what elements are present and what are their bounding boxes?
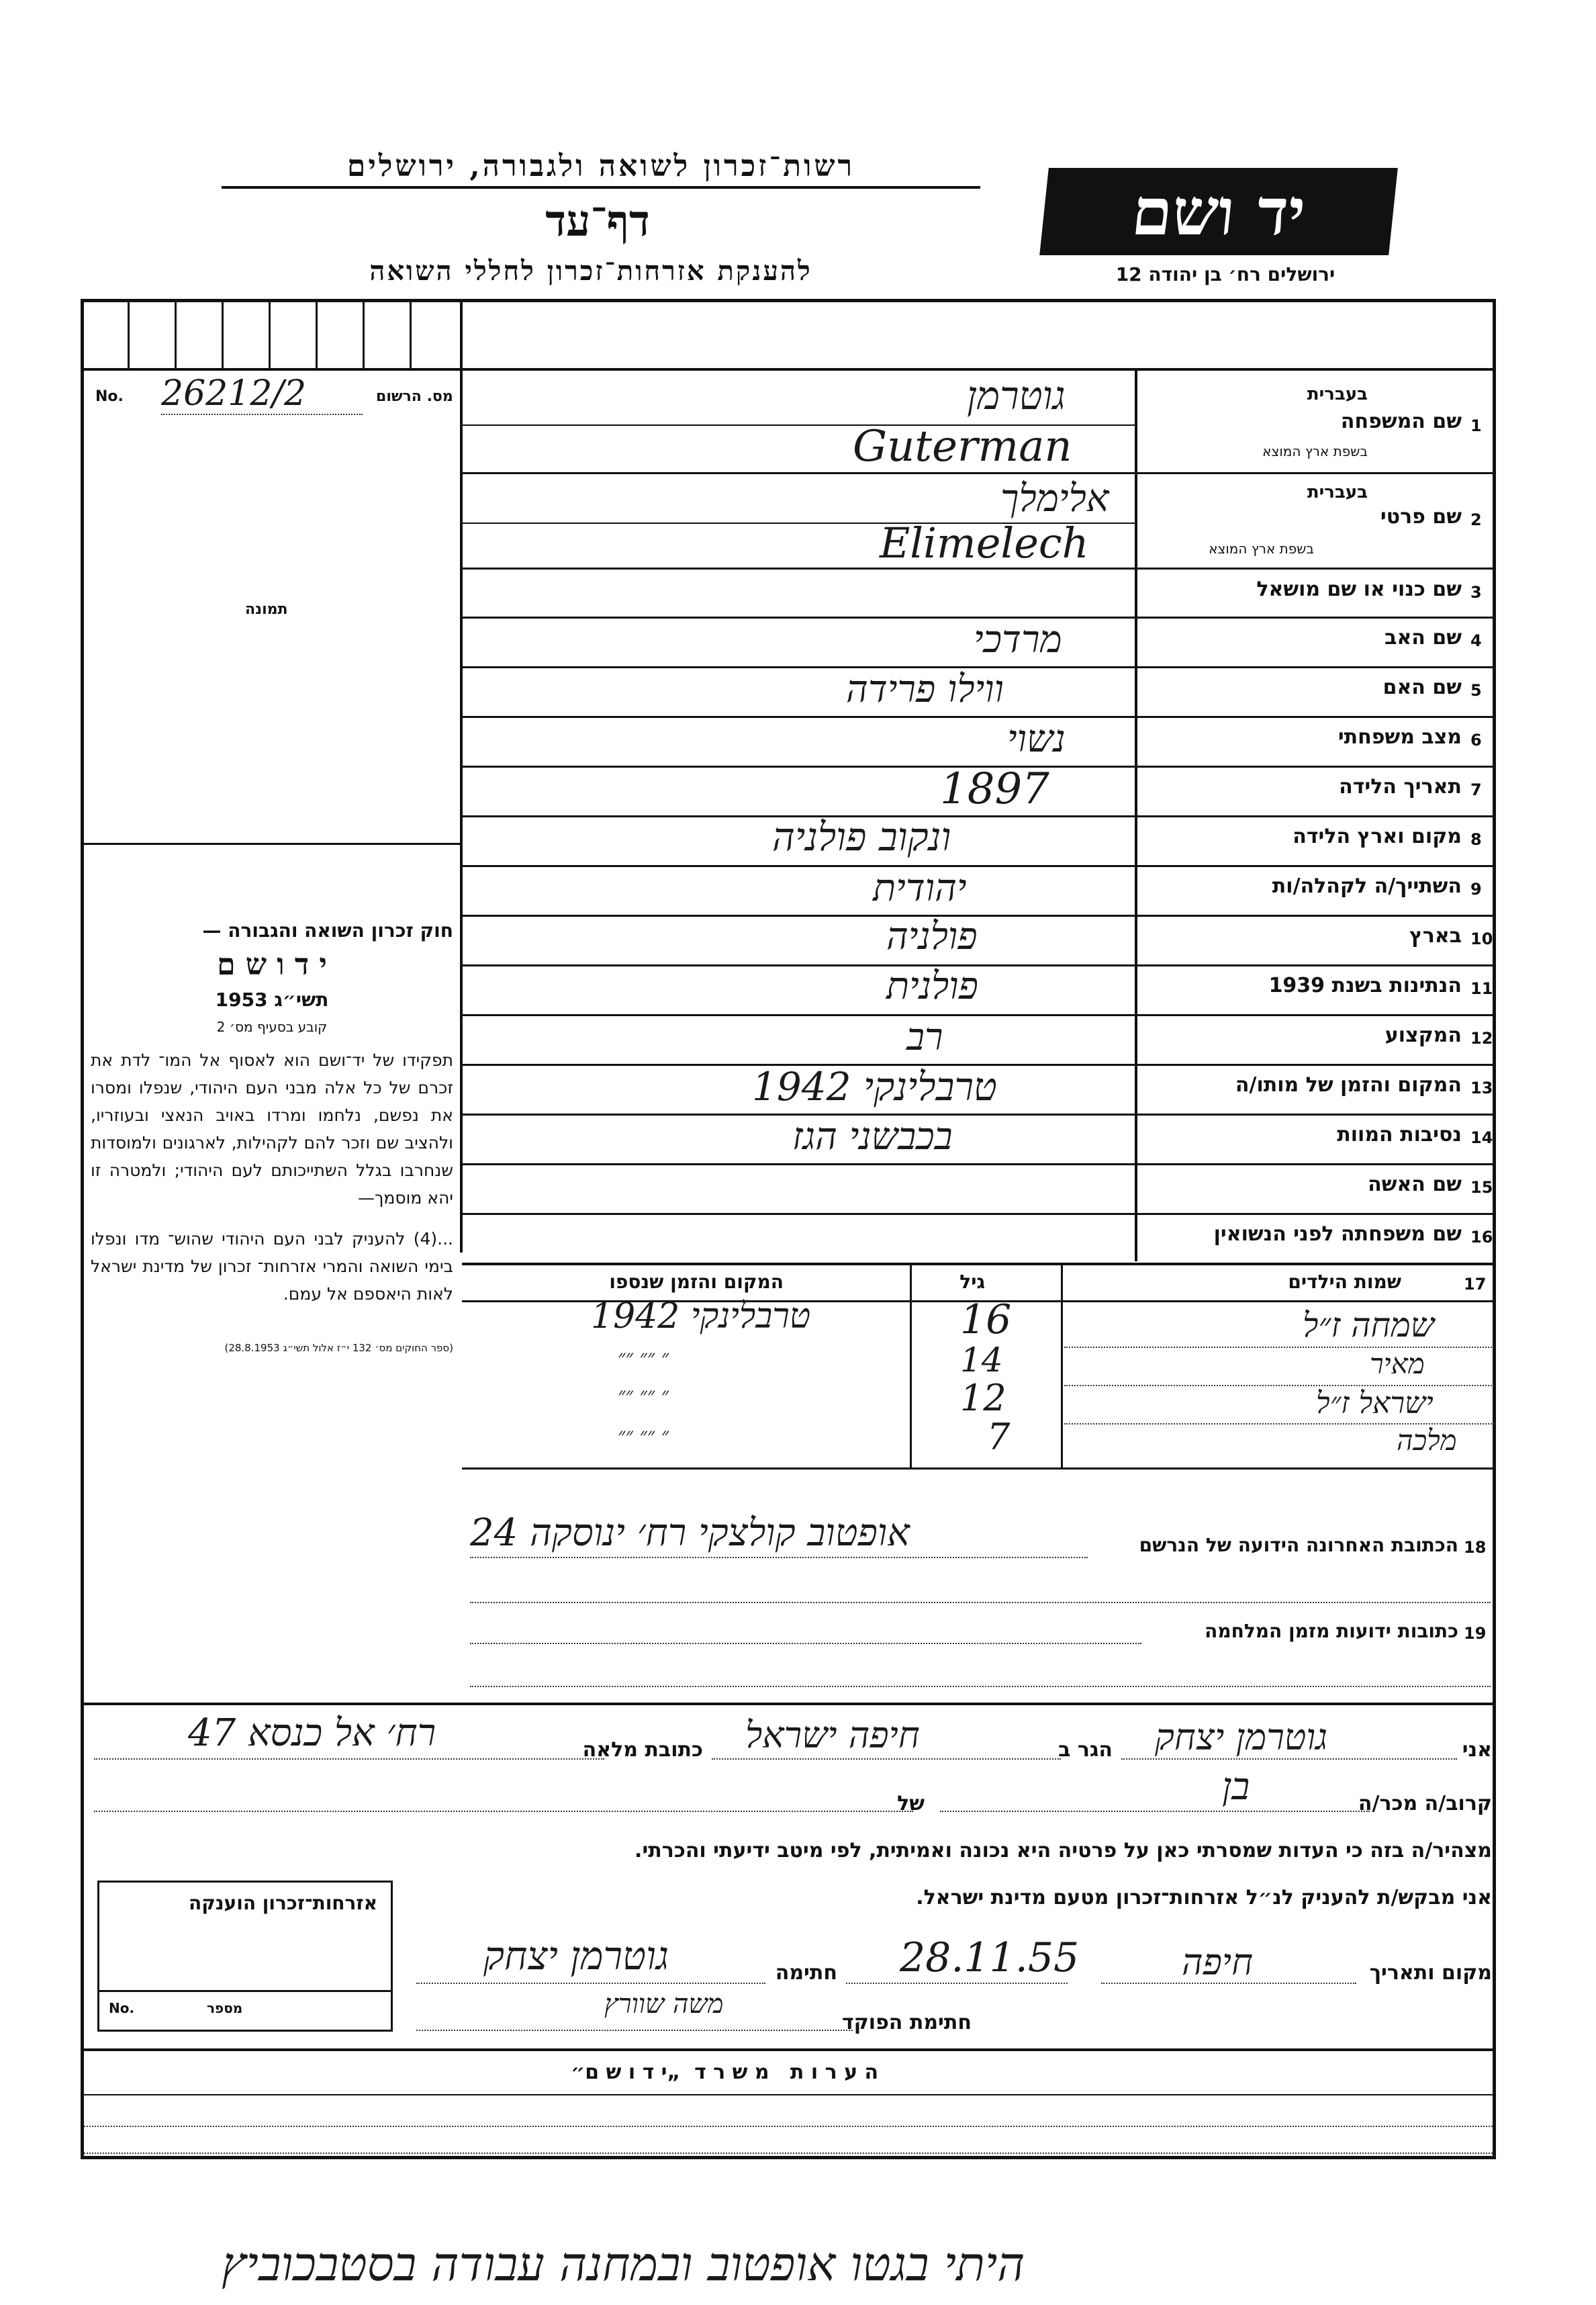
child-age: 7: [987, 1416, 1011, 1458]
child-age: 12: [960, 1377, 1006, 1419]
field-label: שם משפחתה לפני הנשואין: [1213, 1222, 1462, 1246]
field-number: 6: [1470, 731, 1482, 750]
field-label: שם האם: [1382, 676, 1462, 699]
law-para1: תפקידו של יד־ושם הוא לאסוף אל המו־ לדת את זכרם של כל אלה מבני העם היהודי, שנפלו ומסרו את נפשם, נלחמו ומרדו באויב הנאצי ובעוזריו, ולהציב שם וזכר להם לקהילות, לארגונים ולמוסדות שנחרבו בגלל השתייכותם לעם היהודי; ולמטרה זו יהא מוסמך—: [91, 1050, 453, 1208]
children-col-names: שמות הילדים: [1288, 1271, 1401, 1293]
declaration-statement-2: אני מבקש/ת להעניק לנ״ל אזרחות־זכרון מטעם מדינת ישראל.: [916, 1886, 1492, 1909]
notes-divider: [81, 2048, 1496, 2051]
children-col-place: המקום והזמן שנספו: [609, 1271, 784, 1293]
law-section: קובע בסעיף מס׳ 2: [216, 1019, 328, 1035]
field-label: שם המשפחה: [1340, 410, 1462, 433]
child-place: ״ ״״ ״״: [618, 1424, 669, 1447]
law-footnote: (ספר החוקים מס׳ 132 י״ז אלול תשי״ג 28.8.1953): [224, 1342, 453, 1354]
child-name: שמחה ז״ל: [1303, 1306, 1435, 1345]
children-col-age: גיל: [959, 1271, 985, 1293]
citizenship-number-label: מספר: [207, 2000, 243, 2016]
relative-label: קרוב/ה מכר/ה: [1358, 1792, 1492, 1815]
residence-prefix: הגר ב: [1058, 1738, 1113, 1762]
field-number: 5: [1470, 681, 1482, 700]
child-age: 16: [960, 1296, 1012, 1343]
field-number: 2: [1470, 510, 1482, 529]
field-label: מצב משפחתי: [1337, 725, 1462, 749]
law-box: [91, 917, 453, 1362]
field-sublabel: בשפת ארץ המוצא: [1209, 541, 1314, 557]
field-number: 9: [1470, 880, 1482, 899]
law-year: תשי״ג 1953: [215, 989, 329, 1011]
no-value: 26212/2: [161, 373, 363, 415]
photo-label: תמונה: [245, 601, 288, 618]
handwritten-note: היתי בגטו אופטוב ובמחנה עבודה בסטבכוביץ: [222, 2236, 1025, 2292]
no-label: No.: [95, 388, 124, 405]
field-number: 13: [1470, 1079, 1493, 1097]
field-label: השתייך/ה לקהלה/ות: [1272, 874, 1462, 898]
wartime-address-label: כתובות ידועות מזמן המלחמה: [1205, 1620, 1458, 1642]
field-label: הנתינות בשנת 1939: [1268, 974, 1462, 997]
profession-value: רב: [906, 1015, 943, 1059]
full-address-label: כתובת מלאה: [582, 1738, 703, 1762]
law-box-divider: [81, 843, 462, 845]
field-number: 19: [1464, 1624, 1487, 1643]
registration-number: [94, 373, 457, 416]
field-label: המקום והזמן של מותו/ה: [1235, 1073, 1462, 1097]
last-address-value: אופטוב קולצקי רח׳ ינוסקה 24: [470, 1511, 910, 1555]
officer-signature-value: משה שוורץ: [604, 1989, 724, 2020]
child-place: ״ ״״ ״״: [618, 1384, 669, 1407]
child-place: ״ ״״ ״״: [618, 1346, 669, 1369]
nationality-value: פולנית: [886, 964, 978, 1008]
field-label: שם כנוי או שם מושאל: [1256, 578, 1462, 601]
community-value: יהודית: [873, 866, 967, 910]
place-date-label: מקום ותאריך: [1369, 1961, 1492, 1985]
firstname-origin-value: Elimelech: [880, 518, 1089, 568]
reg-label: מס. הרשום: [376, 388, 453, 405]
death-place-value: טרבלינקי 1942: [752, 1064, 997, 1110]
field-number: 8: [1470, 830, 1482, 849]
residence-city: חיפה ישראל: [745, 1714, 920, 1756]
country-value: פולניה: [886, 915, 978, 958]
child-name: ישראל ז״ל: [1316, 1386, 1434, 1420]
child-age: 14: [960, 1341, 1003, 1380]
declarant-name: גוטרמן יצחק: [1155, 1716, 1328, 1758]
citizenship-no-label: No.: [109, 2000, 135, 2016]
form-title: דף־עד: [545, 196, 650, 246]
notes-title: ה ע ר ו ת מ ש ר ד „י ד ו ש ם״: [571, 2061, 879, 2084]
field-number: 4: [1470, 631, 1482, 650]
field-label: המקצוע: [1384, 1024, 1462, 1047]
left-column-divider: [460, 299, 463, 1253]
field-number: 17: [1464, 1275, 1487, 1294]
field-label: נסיבות המוות: [1337, 1123, 1462, 1146]
surname-origin-value: Guterman: [853, 422, 1072, 471]
field-sublabel: בשפת ארץ המוצא: [1262, 443, 1368, 459]
logo-text: יד ושם: [1128, 173, 1309, 250]
field-number: 12: [1470, 1029, 1493, 1048]
field-number: 16: [1470, 1228, 1493, 1247]
field-number: 14: [1470, 1128, 1493, 1147]
field-number: 3: [1470, 583, 1482, 602]
mother-name-value: ווילו פרידה: [846, 668, 1004, 711]
birth-place-value: ונקוב פולניה: [772, 814, 951, 860]
field-number: 11: [1470, 979, 1493, 998]
field-number: 7: [1470, 780, 1482, 799]
last-address-label: הכתובת האחרונה הידועה של הנרשם: [1139, 1534, 1458, 1556]
field-label: תאריך הלידה: [1339, 775, 1462, 799]
signature-label: חתימה: [775, 1961, 837, 1985]
firstname-hebrew-value: אלימלך: [1000, 477, 1109, 521]
field-number: 15: [1470, 1178, 1493, 1197]
child-name: מלכה: [1397, 1424, 1457, 1457]
declarant-prefix: אני: [1462, 1738, 1492, 1762]
label-column-divider: [1135, 368, 1137, 1261]
photo-area: [84, 430, 460, 840]
law-para2: ...(4) להעניק לבני העם היהודי שהוש־ מדו ונפלו בימי השואה והמרי אזרחות־ זכרון של מדינת ישראל לאות היאספם אל עמם.: [91, 1229, 453, 1304]
relation-value: בן: [1222, 1765, 1250, 1809]
citizenship-box: [97, 1881, 393, 2032]
field-sublabel: בעברית: [1307, 482, 1368, 502]
signature-value: גוטרמן יצחק: [483, 1933, 669, 1979]
death-circumstances-value: בכבשני הגז: [792, 1115, 953, 1159]
surname-hebrew-value: גוטרמן: [967, 373, 1066, 418]
yad-vashem-logo: [1039, 168, 1398, 255]
law-title: חוק זכרון השואה והגבורה —: [202, 919, 453, 942]
declaration-divider: [81, 1703, 1496, 1705]
top-row-divider: [81, 368, 1496, 371]
child-name: מאיר: [1370, 1347, 1425, 1380]
birth-date-value: 1897: [940, 764, 1049, 814]
declaration-statement-1: מצהיר/ה בזה כי העדות שמסרתי כאן על פרטיה היא נכונה ואמיתית, לפי מיטב ידיעתי והכרתי.: [635, 1839, 1492, 1862]
law-name: י ד ו ש ם: [217, 948, 327, 982]
field-label: שם האב: [1384, 626, 1462, 649]
citizenship-box-title: אזרחות־זכרון הוענקה: [189, 1892, 377, 1914]
field-sublabel: בעברית: [1307, 384, 1368, 404]
org-name: רשות־זכרון לשואה ולגבורה, ירושלים: [222, 149, 980, 189]
field-number: 1: [1470, 416, 1482, 435]
marital-status-value: נשוי: [1007, 717, 1066, 761]
father-name-value: מרדכי: [974, 618, 1062, 662]
header-address: ירושלים רח׳ בן יהודה 12: [1115, 263, 1335, 285]
of-label: של: [897, 1792, 925, 1815]
field-label: מקום וארץ הלידה: [1293, 825, 1462, 848]
field-label: שם האשה: [1368, 1173, 1462, 1196]
child-place: טרבלינקי 1942: [591, 1296, 811, 1337]
officer-signature-label: חתימת הפוקד: [842, 2011, 972, 2034]
field-number: 10: [1470, 930, 1493, 948]
place-value: חיפה: [1182, 1941, 1254, 1983]
field-label: שם פרטי: [1380, 505, 1462, 529]
field-label: בארץ: [1409, 924, 1462, 948]
field-number: 18: [1464, 1538, 1487, 1557]
form-subtitle: להענקת אזרחות־זכרון לחללי השואה: [369, 255, 812, 287]
full-address-value: רח׳ אל כנסא 47: [188, 1711, 436, 1755]
date-value: 28.11.55: [900, 1934, 1080, 1981]
